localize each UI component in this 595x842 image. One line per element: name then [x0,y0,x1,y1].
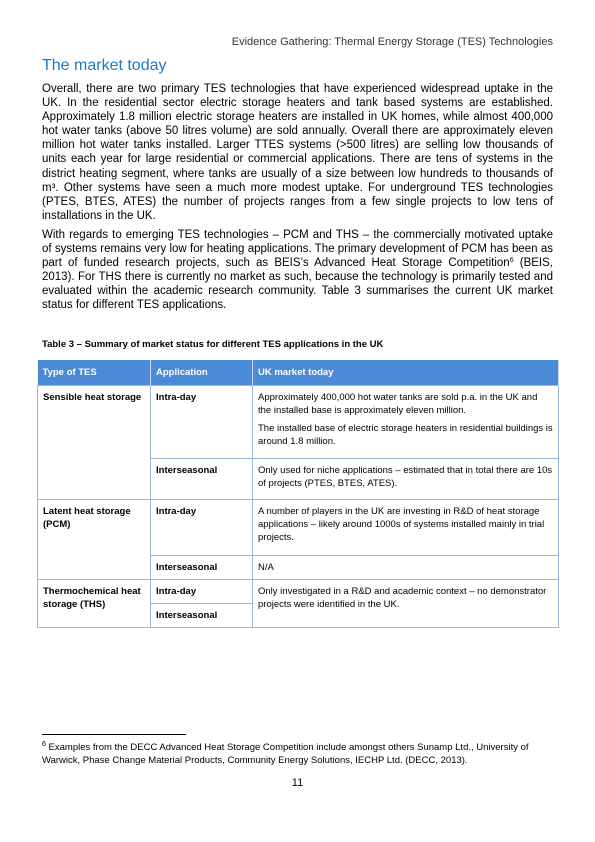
footnote-text: Examples from the DECC Advanced Heat Storage Competition include amongst others Sunamp Ltd., University of Warwick, Phase Change Material Products, Community Energy Solutions, IECHP Ltd. (DECC, 2013). [42,742,529,766]
header-application: Application [151,360,253,386]
application-interseasonal: Interseasonal [151,604,253,628]
table-caption: Table 3 – Summary of market status for different TES applications in the UK [42,339,384,350]
header-type-of-tes: Type of TES [38,360,151,386]
header-uk-market-today: UK market today [253,360,559,386]
table-row [38,386,559,459]
application-intraday: Intra-day [151,500,253,556]
market-text: Approximately 400,000 hot water tanks are sold p.a. in the UK and the installed base is approximately eleven million. [258,392,538,416]
market-text: Only used for niche applications – estimated that in total there are 10s of projects (PTES, BTES, ATES). [253,459,559,500]
body-paragraph-2 [42,228,553,313]
section-title: The market today [42,57,167,74]
market-status-table [37,360,559,628]
market-text: The installed base of electric storage heaters in residential buildings is around 1.8 million. [258,423,553,447]
market-text: A number of players in the UK are investing in R&D of heat storage applications – likely around 1000s of systems installed mainly in trial projects. [253,500,559,556]
footnote-number: 6 [42,741,46,748]
application-interseasonal: Interseasonal [151,459,253,500]
tes-type-thermochemical: Thermochemical heat storage (THS) [38,580,151,628]
market-cell [253,386,559,459]
table-row [38,500,559,556]
table-row [38,580,559,604]
footnote-reference[interactable]: 6 [509,257,514,265]
tes-type-sensible: Sensible heat storage [38,386,151,500]
application-intraday: Intra-day [151,580,253,604]
footnote [42,741,553,767]
paragraph-2-text-start: With regards to emerging TES technologies – PCM and THS – the commercially motivated uptake of systems remains very low for heating applications. The primary development of PCM has been as part of funded research projects, such as BEIS’s Advanced Heat Storage Competition [42,229,553,270]
market-text: N/A [253,556,559,580]
table-header-row [38,360,559,386]
application-intraday: Intra-day [151,386,253,459]
market-text: Only investigated in a R&D and academic context – no demonstrator projects were identified in the UK. [253,580,559,628]
footnote-separator [42,734,186,735]
paragraph-2-text-end: (BEIS, 2013). For THS there is currently no market as such, because the technology is primarily tested and evaluated within the academic research community. Table 3 summarises the current UK market status for different TES applications. [42,257,553,312]
tes-type-latent: Latent heat storage (PCM) [38,500,151,580]
running-header: Evidence Gathering: Thermal Energy Storage (TES) Technologies [231,36,553,48]
body-paragraph-1: Overall, there are two primary TES technologies that have experienced widespread uptake in the UK. In the residential sector electric storage heaters and tank based systems are established. Approximately 1.8 million electric storage heaters are installed in UK homes, while almost 400,000 hot water tanks (above 50 litres volume) are sold annually. Overall there are approximately eleven million hot water tanks installed. Larger TTES systems (>500 litres) are selling low thousands of units each year for large residential or commercial applications. There are tens of systems in the district heating segment, where tanks are usually of a size between low hundreds to thousands of m³. Other systems have seen a much more modest uptake. For underground TES technologies (PTES, BTES, ATES) the number of projects ranges from a few single projects to low tens of installations in the UK. [42,83,553,222]
page-number: 11 [291,777,304,789]
application-interseasonal: Interseasonal [151,556,253,580]
